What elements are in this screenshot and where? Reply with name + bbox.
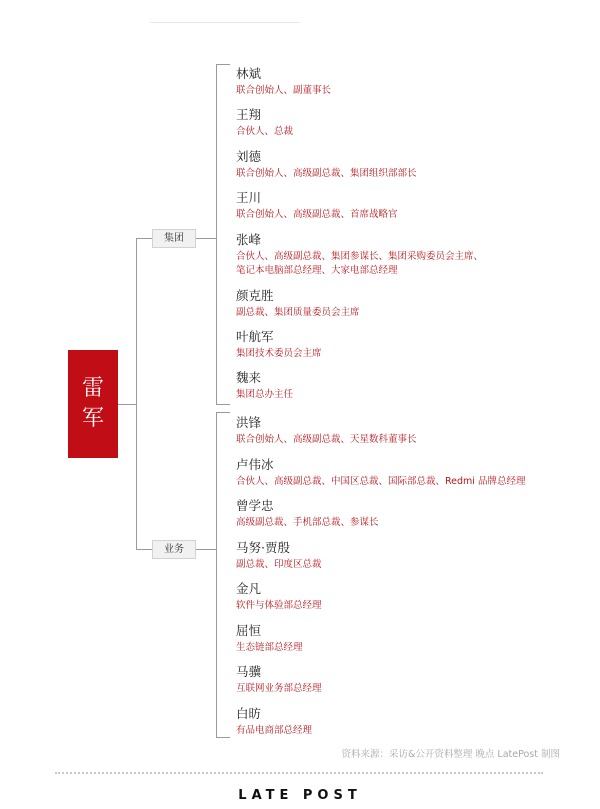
member-item: [236, 706, 312, 738]
member-item: [236, 457, 525, 489]
root-node: [68, 350, 118, 458]
member-role: 集团技术委员会主席: [236, 348, 322, 359]
member-item: [236, 329, 322, 361]
member-role: 生态链部总经理: [236, 642, 303, 653]
member-role: 合伙人、高级副总裁、集团参谋长、集团采购委员会主席、: [236, 251, 484, 262]
member-item: [236, 232, 483, 278]
member-role: 副总裁、集团质量委员会主席: [236, 307, 360, 318]
member-name: 刘德: [236, 149, 262, 164]
member-name: 屈恒: [236, 623, 262, 638]
member-name: 金凡: [236, 581, 262, 596]
group-node-jituan: 集团: [152, 229, 196, 248]
connector-root-spine: [136, 238, 137, 549]
connector-group-2-out: [196, 549, 216, 550]
member-item: [236, 498, 379, 530]
connector-group-1-out: [196, 238, 216, 239]
member-name: 曾学忠: [236, 498, 274, 513]
member-role: 有品电商部总经理: [236, 725, 313, 736]
bracket-group-2: [216, 412, 217, 737]
top-divider: [150, 22, 300, 23]
member-name: 马骥: [236, 664, 262, 679]
dotted-divider: [55, 772, 543, 774]
member-item: [236, 370, 293, 402]
member-role: 软件与体验部总经理: [236, 600, 322, 611]
member-role: 联合创始人、高级副总裁、天星数科董事长: [236, 434, 417, 445]
bracket-group-2-bottom: [216, 737, 230, 738]
member-role: 高级副总裁、手机部总裁、参谋长: [236, 517, 379, 528]
member-name: 魏来: [236, 370, 262, 385]
connector-root: [118, 404, 136, 405]
member-item: [236, 664, 322, 696]
member-item: [236, 149, 417, 181]
member-name: 王翔: [236, 107, 262, 122]
member-name: 王川: [236, 190, 262, 205]
bracket-group-2-top: [216, 412, 230, 413]
connector-group-1: [136, 238, 152, 239]
latepost-logo: LATE POST: [238, 788, 362, 803]
bracket-group-1: [216, 64, 217, 404]
member-item: [236, 581, 322, 613]
member-role: 联合创始人、高级副总裁、集团组织部部长: [236, 168, 417, 179]
member-role: 副总裁、印度区总裁: [236, 559, 322, 570]
member-item: [236, 66, 331, 98]
connector-group-2: [136, 549, 152, 550]
member-role: 联合创始人、高级副总裁、首席战略官: [236, 209, 398, 220]
member-role: 联合创始人、副董事长: [236, 85, 332, 96]
bracket-group-1-top: [216, 64, 230, 65]
member-item: [236, 415, 417, 447]
member-item: [236, 540, 322, 572]
member-name: 马努·贾殷: [236, 540, 290, 555]
member-name: 颜克胜: [236, 288, 274, 303]
member-name: 张峰: [236, 232, 262, 247]
member-role: 合伙人、高级副总裁、中国区总裁、国际部总裁、Redmi 品牌总经理: [236, 476, 526, 487]
member-item: [236, 107, 293, 139]
member-role: 笔记本电脑部总经理、大家电部总经理: [236, 265, 398, 276]
group-node-yewu: 业务: [152, 540, 196, 559]
member-name: 卢伟冰: [236, 457, 274, 472]
member-item: [236, 190, 398, 222]
member-name: 叶航军: [236, 329, 274, 344]
source-note: 资料来源：采访&公开资料整理 晚点 LatePost 制图: [341, 749, 560, 760]
member-item: [236, 623, 303, 655]
root-label: 雷军: [82, 376, 105, 431]
member-name: 林斌: [236, 66, 262, 81]
member-name: 白昉: [236, 706, 262, 721]
member-role: 合伙人、总裁: [236, 126, 294, 137]
bracket-group-1-bottom: [216, 404, 230, 405]
member-role: 集团总办主任: [236, 389, 294, 400]
member-name: 洪锋: [236, 415, 262, 430]
member-item: [236, 288, 360, 320]
member-role: 互联网业务部总经理: [236, 683, 322, 694]
